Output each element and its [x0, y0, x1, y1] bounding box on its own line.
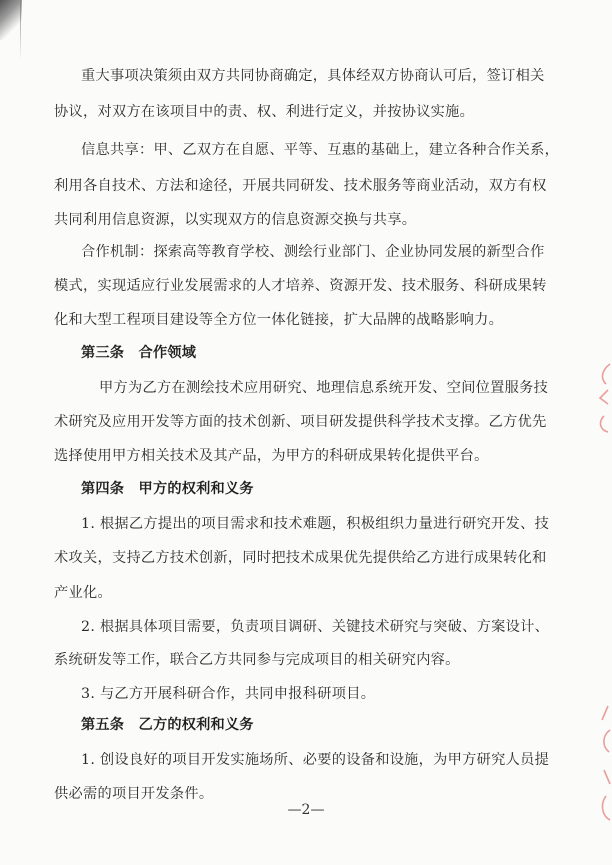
section-heading-4: 第四条 甲方的权利和义务	[81, 481, 254, 497]
paragraph-line: 化和大型工程项目建设等全方位一体化链接，扩大品牌的战略影响力。	[54, 312, 504, 328]
paragraph-line: 1. 创设良好的项目开发实施场所、必要的设备和设施，为甲方研究人员提	[81, 752, 550, 768]
section-heading-5: 第五条 乙方的权利和义务	[81, 717, 254, 733]
paragraph-line: 信息共享：甲、乙双方在自愿、平等、互惠的基础上，建立各种合作关系，	[81, 142, 560, 158]
paragraph-line: 3. 与乙方开展科研合作，共同申报科研项目。	[81, 686, 376, 702]
section-heading-3: 第三条 合作领域	[81, 345, 197, 361]
paragraph-line: 选择使用甲方相关技术及其产品，为甲方的科研成果转化提供平台。	[54, 448, 489, 464]
page-number: —2—	[287, 802, 325, 818]
paragraph-line: 产业化。	[54, 585, 112, 601]
paragraph-line: 利用各自技术、方法和途径，开展共同研发、技术服务等商业活动，双方有权	[54, 178, 547, 194]
paragraph-line: 模式，实现适应行业发展需求的人才培养、资源开发、技术服务、科研成果转	[54, 278, 547, 294]
paragraph-line: 供必需的项目开发条件。	[54, 786, 214, 802]
paragraph-line: 术研究及应用开发等方面的技术创新、项目研发提供科学技术支撑。乙方优先	[54, 414, 547, 430]
paragraph-line: 甲方为乙方在测绘技术应用研究、地理信息系统开发、空间位置服务技	[99, 380, 549, 396]
seal-fragment-icon	[594, 700, 612, 830]
seal-fragment-icon	[594, 360, 612, 450]
paragraph-line: 共同利用信息资源，以实现双方的信息资源交换与共享。	[54, 212, 417, 228]
paragraph-line: 重大事项决策须由双方共同协商确定，具体经双方协商认可后，签订相关	[81, 68, 545, 84]
paragraph-line: 术攻关，支持乙方技术创新，同时把技术成果优先提供给乙方进行成果转化和	[54, 550, 547, 566]
paragraph-line: 2. 根据具体项目需要，负责项目调研、关键技术研究与突破、方案设计、	[81, 619, 550, 635]
paragraph-line: 1. 根据乙方提出的项目需求和技术难题，积极组织力量进行研究开发、技	[81, 516, 550, 532]
paragraph-line: 系统研发等工作，联合乙方共同参与完成项目的相关研究内容。	[54, 652, 460, 668]
paragraph-line: 合作机制：探索高等教育学校、测绘行业部门、企业协同发展的新型合作	[81, 244, 545, 260]
paragraph-line: 协议，对双方在该项目中的责、权、利进行定义，并按协议实施。	[54, 104, 475, 120]
